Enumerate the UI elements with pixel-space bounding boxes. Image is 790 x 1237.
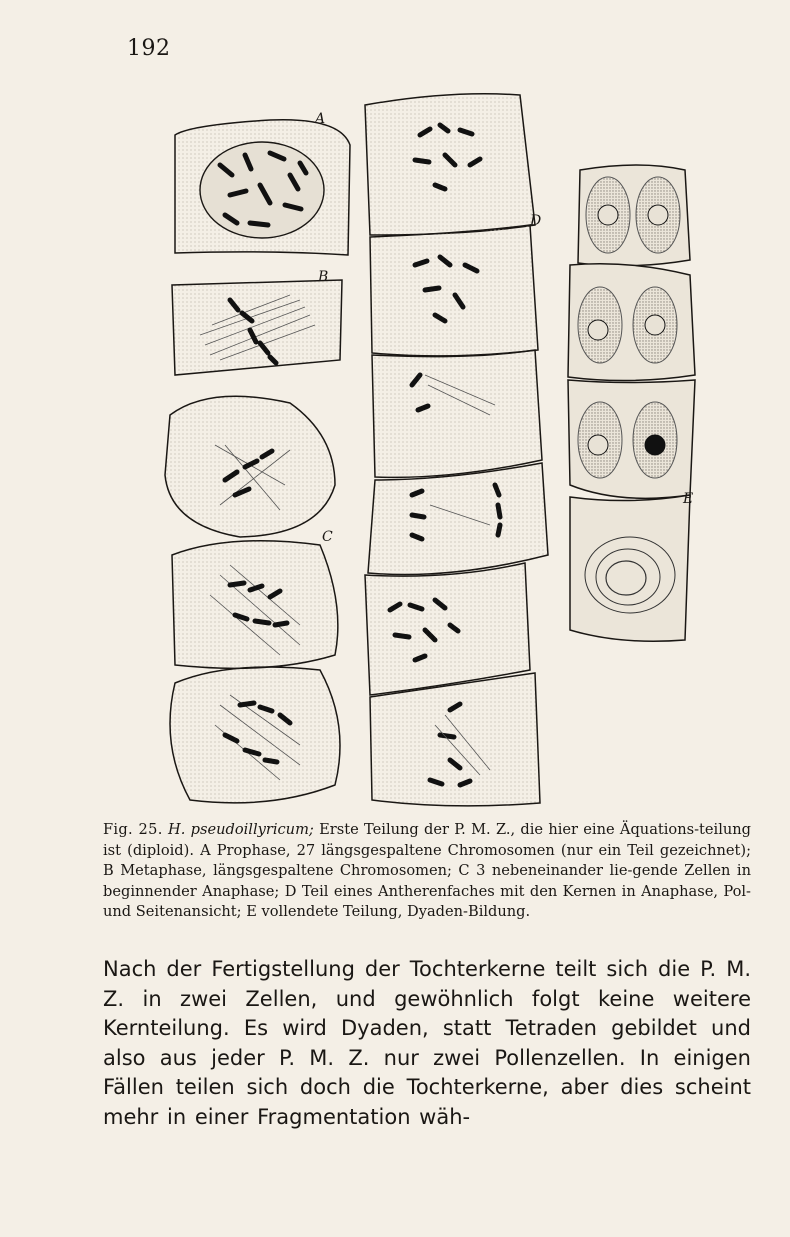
page-number: 192 xyxy=(127,36,171,61)
panel-label-e: E xyxy=(683,491,694,507)
panel-a-prophase-cell xyxy=(175,120,350,255)
caption-figure-label: Fig. 25. xyxy=(103,821,163,838)
panel-label-c: C xyxy=(322,529,333,545)
caption-text: Erste Teilung der P. M. Z., die hier eine Äquations-teilung ist (diploid). A Prophase, 27 längsgespaltene Chromosomen (nur ein Teil gezeichnet); B Metaphase, längsgespaltene Chromosomen; C 3 nebeneinander lie-gende Zellen in beginnender Anaphase; D Teil eines Antherenfaches mit den Kernen in Anaphase, Pol- und Seitenansicht; E vollendete Teilung, Dyaden-Bildung. xyxy=(103,821,752,920)
caption-species: H. pseudoillyricum; xyxy=(167,821,314,838)
figure-caption xyxy=(103,820,751,923)
body-paragraph: Nach der Fertigstellung der Tochterkerne teilt sich die P. M. Z. in zwei Zellen, und gewöhnlich folgt keine weitere Kernteilung. Es wird Dyaden, statt Tetraden gebildet und also aus jeder P. M. Z. nur zwei Pollenzellen. In einigen Fällen teilen sich doch die Tochterkerne, aber dies scheint mehr in einer Fragmentation wäh- xyxy=(103,957,751,1129)
figure-25-illustration xyxy=(150,85,720,815)
panel-label-b: B xyxy=(318,269,329,285)
panel-d-anther-locule xyxy=(365,94,548,806)
panel-e-dyads xyxy=(568,165,695,641)
panel-c-anaphase-cells xyxy=(165,396,340,803)
panel-label-a: A xyxy=(315,111,326,127)
panel-label-d: D xyxy=(530,213,542,229)
panel-b-metaphase-cell xyxy=(172,280,342,375)
